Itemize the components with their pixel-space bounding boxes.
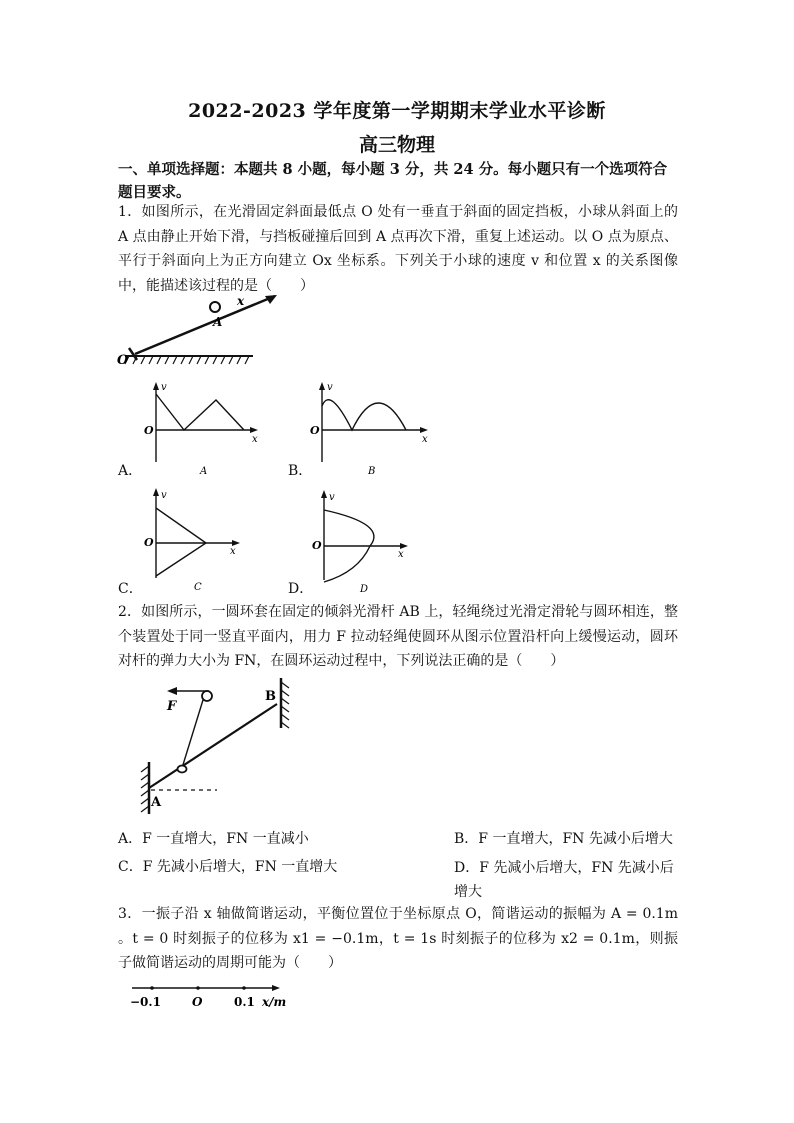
curve-a <box>156 394 244 430</box>
q1-option-b[interactable]: B． <box>288 463 313 479</box>
ring <box>178 766 187 773</box>
q1-graph-a <box>140 382 260 477</box>
label-neg: −0.1 <box>130 995 161 1009</box>
graph-caption-c: C <box>194 582 202 593</box>
ground-hatch <box>125 356 249 364</box>
svg-text:x: x <box>230 546 236 557</box>
q3-axis-figure <box>128 980 298 1012</box>
q2-rod-figure <box>125 676 300 816</box>
svg-text:v: v <box>161 490 167 501</box>
label-x: x <box>252 434 258 445</box>
q1-graph-b <box>306 382 436 477</box>
label-o: O <box>192 995 203 1009</box>
label-unit: x/m <box>262 995 287 1009</box>
svg-text:O: O <box>144 536 154 549</box>
ball <box>210 302 220 312</box>
pulley <box>202 691 212 701</box>
q1-option-a[interactable]: A． <box>118 463 143 479</box>
point-pos <box>242 986 246 990</box>
q1-incline-figure <box>115 290 265 370</box>
curve-b <box>322 400 406 430</box>
force-arrowhead <box>167 687 177 695</box>
rope-to-ring <box>182 700 203 768</box>
q2-option-a[interactable]: A．F 一直增大，FN 一直减小 <box>118 831 309 847</box>
q2-option-b[interactable]: B．F 一直增大，FN 先减小后增大 <box>454 831 673 847</box>
section-heading: 一、单项选择题：本题共 8 小题，每小题 3 分，共 24 分。每小题只有一个选项符合题目要求。 <box>118 161 668 201</box>
label-pos: 0.1 <box>234 995 255 1009</box>
svg-text:O: O <box>312 539 322 552</box>
exam-subject: 高三物理 <box>358 134 435 156</box>
label-axis-x: x <box>237 294 245 308</box>
point-neg <box>150 986 154 990</box>
point-o <box>196 986 200 990</box>
svg-text:x: x <box>422 434 428 445</box>
question-1-text: 1．如图所示，在光滑固定斜面最低点 O 处有一垂直于斜面的固定挡板，小球从斜面上的 A 点由静止开始下滑，与挡板碰撞后回到 A 点再次下滑，重复上述运动。以 O 点为原点、平行于斜面向上为正方向建立 Ox 坐标系。下列关于小球的速度 v 和位置 x 的关系图像中，能描述该过程的是（ ） <box>118 204 678 294</box>
graph-caption-b: B <box>368 466 376 477</box>
graph-caption-d: D <box>360 584 369 595</box>
rod-ab <box>149 704 277 788</box>
svg-text:v: v <box>329 492 335 503</box>
label-v: v <box>161 382 167 393</box>
q1-graph-c <box>140 488 250 593</box>
incline-plane <box>135 296 275 354</box>
svg-text:v: v <box>327 382 333 393</box>
q1-option-d[interactable]: D． <box>288 581 314 597</box>
question-2-text: 2．如图所示，一圆环套在固定的倾斜光滑杆 AB 上，轻绳绕过光滑定滑轮与圆环相连，整个装置处于同一竖直平面内，用力 F 拉动轻绳使圆环从图示位置沿杆向上缓慢运动，圆环对杆的弹力大小为 FN，在圆环运动过程中，下列说法正确的是（ ） <box>118 604 678 669</box>
q1-option-c[interactable]: C． <box>118 581 143 597</box>
label-origin: O <box>117 353 129 368</box>
label-f: F <box>167 699 177 714</box>
label-b: B <box>265 689 276 704</box>
curve-c <box>156 508 206 576</box>
label-point-a: A <box>213 315 223 329</box>
exam-title: 2022-2023 学年度第一学期期末学业水平诊断 <box>188 100 606 122</box>
q2-option-c[interactable]: C．F 先减小后增大，FN 一直增大 <box>118 859 338 875</box>
graph-caption-a: A <box>200 466 208 477</box>
svg-text:O: O <box>310 424 320 437</box>
q2-option-d[interactable]: D．F 先减小后增大，FN 先减小后增大 <box>454 860 674 900</box>
label-a: A <box>151 795 162 810</box>
question-3-text: 3．一振子沿 x 轴做简谐运动，平衡位置位于坐标原点 O，简谐运动的振幅为 A = 0.1m 。t = 0 时刻振子的位移为 x1 = −0.1m，t = 1s 时刻振子的位移为 x2 = 0.1m，则振子做简谐运动的周期可能为（ ） <box>118 906 678 971</box>
svg-text:x: x <box>398 549 404 560</box>
q1-graph-d <box>308 490 418 595</box>
label-o: O <box>144 424 154 437</box>
